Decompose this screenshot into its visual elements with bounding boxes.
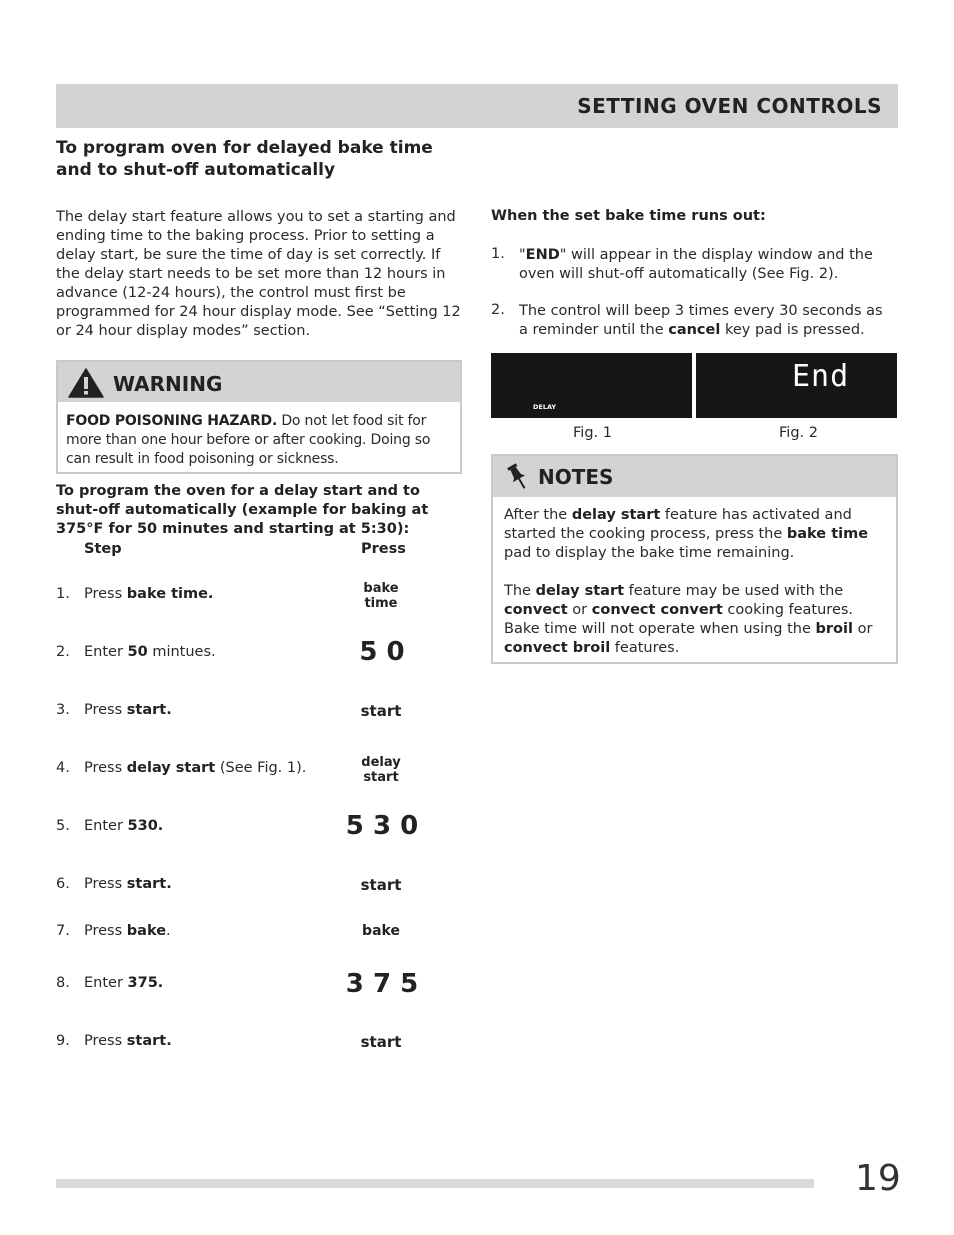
delay-indicator: DELAY (533, 403, 557, 411)
warning-header (58, 362, 460, 402)
list-number: 2. (491, 302, 505, 318)
program-heading: To program the oven for a delay start and to shut-off automatically (example for baking at 375°F for 50 minutes and starting at 5:30): (56, 483, 429, 537)
step-instruction: Enter 375. (84, 975, 164, 991)
digit-keys: 3 7 5 (345, 969, 419, 999)
notes-header (493, 456, 896, 497)
step-instruction: Enter 530. (84, 818, 164, 834)
step-number: 1. (56, 586, 70, 602)
section-header-bar (56, 84, 898, 128)
warning-description: Do not let food sit for more than one hour before or after cooking. Doing so can result in food poisoning or sickness. (66, 413, 431, 467)
warning-title: WARNING (113, 372, 223, 396)
warning-triangle-icon (68, 368, 104, 402)
fig1-caption: Fig. 1 (573, 425, 612, 441)
warning-text (66, 412, 456, 469)
step-instruction: Enter 50 mintues. (84, 644, 216, 660)
fig2-caption: Fig. 2 (779, 425, 818, 441)
step-number: 2. (56, 644, 70, 660)
step-number: 6. (56, 876, 70, 892)
intro-paragraph: The delay start feature allows you to set a starting and ending time to the baking process. Prior to setting a delay start, be sure the time of day is set correctly. If the delay start needs to be set more than 12 hours in advance (12-24 hours), the control must first be programmed for 24 hour display mode. See “Setting 12 or 24 hour display modes” section. (56, 209, 461, 339)
step-number: 7. (56, 923, 70, 939)
digit-keys: 5 0 (359, 637, 405, 667)
step-number: 9. (56, 1033, 70, 1049)
step-column-header: Step (84, 541, 122, 557)
list-item: "END" will appear in the display window and the oven will shut-off automatically (See Fig. 2). (519, 247, 873, 282)
bake-time-runs-out-heading: When the set bake time runs out: (491, 208, 766, 224)
bake-key: bake (362, 923, 400, 939)
pushpin-icon (505, 462, 531, 496)
step-number: 3. (56, 702, 70, 718)
section-title: SETTING OVEN CONTROLS (577, 94, 882, 118)
footer-bar (56, 1179, 814, 1188)
step-instruction: Press delay start (See Fig. 1). (84, 760, 307, 776)
list-number: 1. (491, 246, 505, 262)
notes-text (504, 506, 892, 658)
step-number: 5. (56, 818, 70, 834)
step-number: 4. (56, 760, 70, 776)
bake-time-key: bake time (363, 581, 399, 611)
fig1-display (491, 353, 692, 418)
digit-keys: 5 3 0 (345, 811, 419, 841)
step-instruction: Press bake. (84, 923, 171, 939)
end-readout: End (792, 359, 850, 394)
page-number: 19 (855, 1158, 901, 1199)
warning-box (56, 360, 462, 474)
start-key: start (360, 876, 402, 894)
step-instruction: Press start. (84, 876, 172, 892)
start-key: start (360, 1033, 402, 1051)
notes-box (491, 454, 898, 664)
step-instruction: Press start. (84, 702, 172, 718)
step-instruction: Press bake time. (84, 586, 214, 602)
main-heading: To program oven for delayed bake time and to shut-off automatically (56, 138, 433, 180)
start-key: start (360, 702, 402, 720)
fig2-display (696, 353, 897, 418)
notes-paragraph-1: After the delay start feature has activated and started the cooking process, press the bake time pad to display the bake time remaining. (504, 507, 869, 561)
step-instruction: Press start. (84, 1033, 172, 1049)
delay-start-key: delay start (361, 755, 401, 785)
list-item: The control will beep 3 times every 30 seconds as a reminder until the cancel key pad is pressed. (519, 303, 883, 338)
press-column-header: Press (361, 541, 406, 557)
notes-paragraph-2: The delay start feature may be used with the convect or convect convert cooking features. Bake time will not operate when using the broil or convect broil features. (504, 583, 873, 656)
hazard-label: FOOD POISONING HAZARD. (66, 413, 278, 429)
notes-title: NOTES (538, 465, 614, 489)
step-number: 8. (56, 975, 70, 991)
